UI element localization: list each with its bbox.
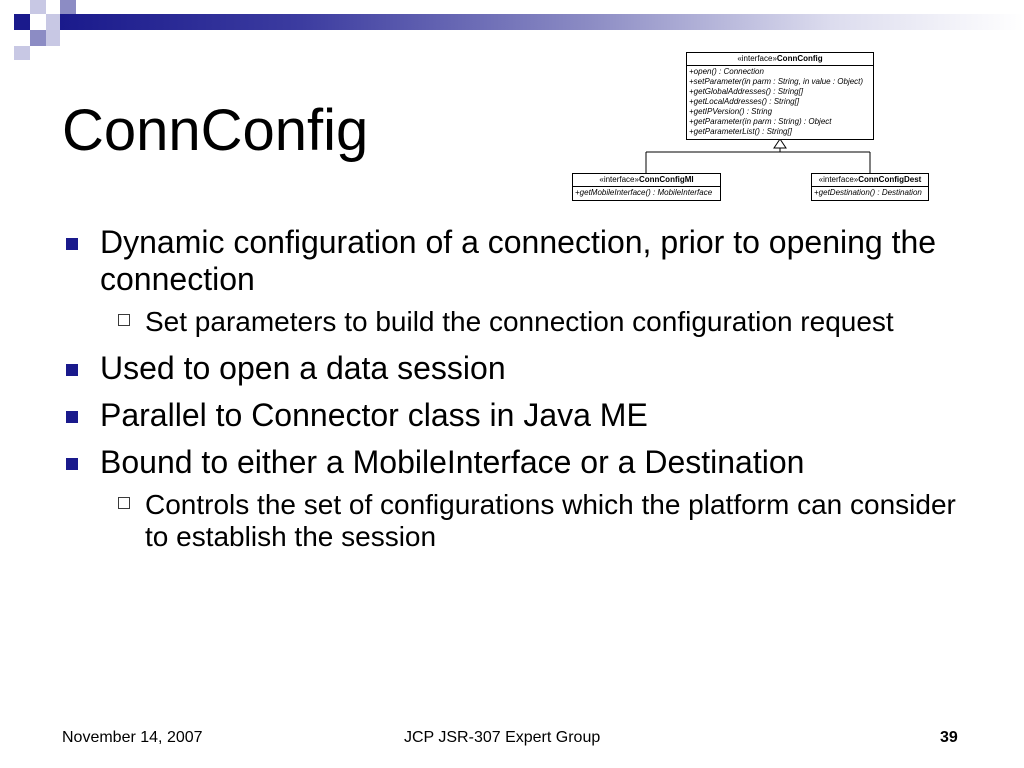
uml-class-header (573, 174, 720, 187)
slide-title: ConnConfig (62, 98, 369, 163)
uml-operation: +getParameter(in parm : String) : Object (689, 117, 832, 126)
sub-bullet-item (62, 306, 962, 338)
uml-class-connconfig (686, 52, 874, 140)
uml-operation: +getLocalAddresses() : String[] (689, 97, 800, 106)
bullet-item (62, 397, 962, 434)
bullet-text: Set parameters to build the connection configuration request (145, 306, 894, 337)
uml-stereotype: «interface» (599, 175, 639, 184)
uml-stereotype: «interface» (818, 175, 859, 184)
uml-operation: +getMobileInterface() : MobileInterface (575, 188, 713, 197)
bullet-text: Parallel to Connector class in Java ME (100, 397, 648, 433)
uml-operation: +getGlobalAddresses() : String[] (689, 87, 804, 96)
uml-class-header (812, 174, 928, 187)
uml-class-name: ConnConfigDest (858, 175, 922, 184)
square-bullet-icon (66, 364, 78, 376)
inheritance-arrow-icon (774, 139, 786, 148)
uml-operation: +getParameterList() : String[] (689, 127, 792, 136)
bullet-item (62, 224, 962, 298)
uml-operations (687, 66, 873, 138)
uml-class-name: ConnConfig (776, 54, 823, 63)
square-bullet-icon (66, 411, 78, 423)
uml-stereotype: «interface» (737, 54, 777, 63)
uml-operation: +open() : Connection (689, 67, 764, 76)
uml-class-name: ConnConfigMI (638, 175, 694, 184)
bullet-item (62, 444, 962, 481)
uml-diagram (0, 0, 1024, 210)
bullet-text: Dynamic configuration of a connection, prior to opening the connection (100, 224, 937, 297)
bullet-item (62, 350, 962, 387)
footer-title: JCP JSR-307 Expert Group (404, 729, 601, 746)
uml-operation: +getIPVersion() : String (689, 107, 773, 116)
uml-operations (812, 187, 928, 199)
square-bullet-icon (66, 238, 78, 250)
bullet-text: Controls the set of configurations which the platform can consider to establish the session (145, 489, 956, 552)
hollow-square-bullet-icon (118, 314, 130, 326)
bullet-text: Bound to either a MobileInterface or a Destination (100, 444, 805, 480)
uml-operations (573, 187, 720, 199)
uml-class-header (687, 53, 873, 66)
uml-class-connconfigdest (811, 173, 929, 201)
uml-class-connconfigmi (572, 173, 721, 201)
page-number: 39 (940, 729, 958, 746)
sub-bullet-item (62, 489, 962, 553)
bullet-list (62, 224, 962, 565)
footer-date: November 14, 2007 (62, 729, 203, 746)
bullet-text: Used to open a data session (100, 350, 506, 386)
hollow-square-bullet-icon (118, 497, 130, 509)
square-bullet-icon (66, 458, 78, 470)
uml-operation: +getDestination() : Destination (814, 188, 922, 197)
uml-operation: +setParameter(in parm : String, in value : Object) (689, 77, 864, 86)
